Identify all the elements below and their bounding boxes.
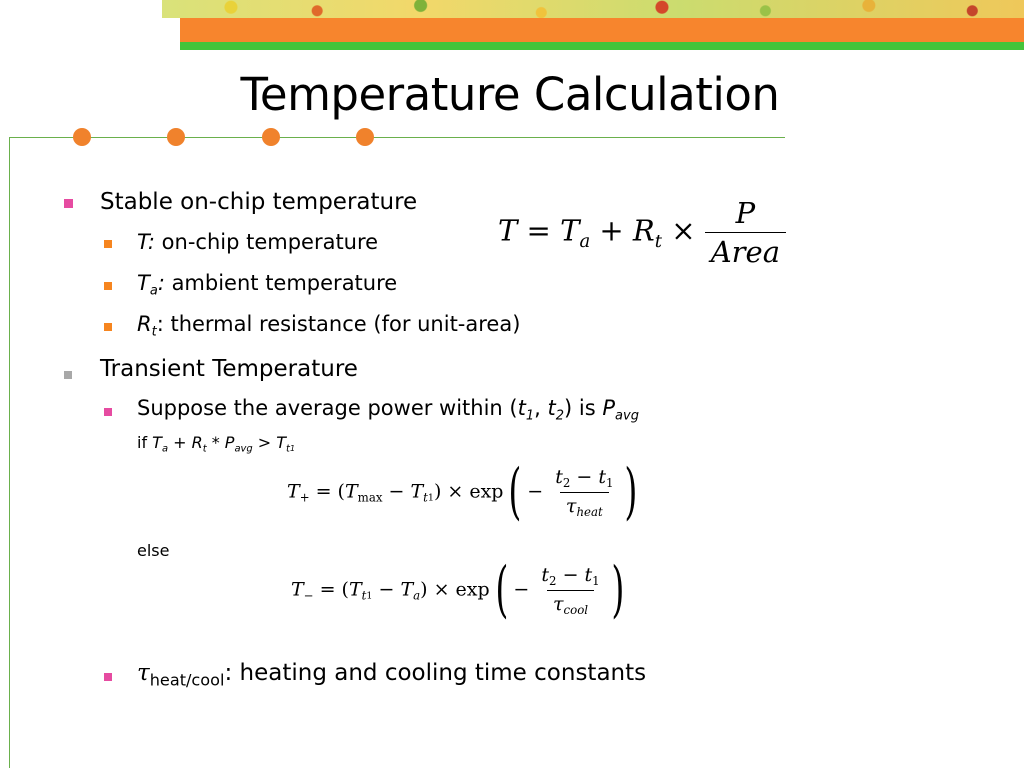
bullet-t-definition: T: on-chip temperature (137, 230, 379, 254)
bullet-marker (104, 408, 112, 416)
bullet-marker (64, 199, 73, 208)
else-text: else (137, 541, 170, 560)
bullet-stable-temperature: Stable on-chip temperature (100, 189, 418, 215)
bullet-marker (64, 371, 72, 379)
fraction: $\frac{P}{\text{Area}}$ (705, 196, 786, 269)
equation-heating: $T_+ = (T_{max} - T_{t1}) \times \exp$( − $\frac{t_2 - t_1}{\tau_{heat}}$ ) (287, 457, 638, 527)
bullet-rt-definition: $R_t$: thermal resistance (for unit-area) (137, 312, 521, 340)
decorative-dot (73, 128, 91, 146)
bullet-marker (104, 673, 112, 681)
bullet-suppose-average-power: Suppose the average power within ($t_1$, $t_2$) is $P_{avg}$ (137, 396, 639, 424)
left-paren: ( (495, 555, 509, 625)
equation-steady-state: $T = T_a + R_t$ × $\frac{P}{\text{Area}}$ (498, 196, 786, 269)
decorative-banner (162, 0, 1024, 18)
left-paren: ( (508, 457, 522, 527)
orange-header-bar (180, 18, 1024, 42)
decorative-dot (262, 128, 280, 146)
bullet-ta-definition: $T_a$: ambient temperature (137, 271, 398, 299)
horizontal-rule (9, 137, 785, 138)
bullet-time-constants: $\tau_{heat/cool}$: heating and cooling time constants (137, 660, 647, 690)
green-header-bar (180, 42, 1024, 50)
right-paren: ) (611, 555, 625, 625)
vertical-rule (9, 137, 10, 768)
condition-text: if $T_a + R_t * P_{avg} > T_{t1}$ (137, 433, 296, 455)
decorative-dot (356, 128, 374, 146)
bullet-marker (104, 240, 112, 248)
right-paren: ) (624, 457, 638, 527)
decorative-dot (167, 128, 185, 146)
fraction: $\frac{t_2 - t_1}{\tau_{heat}}$ (555, 465, 614, 520)
bullet-marker (104, 323, 112, 331)
fraction: $\frac{t_2 - t_1}{\tau_{cool}}$ (541, 563, 600, 618)
bullet-transient-temperature: Transient Temperature (100, 356, 358, 382)
equation-cooling: $T_- = (T_{t1} - T_a) \times \exp$( − $\frac{t_2 - t_1}{\tau_{cool}}$ ) (291, 555, 625, 625)
slide-title: Temperature Calculation (240, 68, 780, 121)
bullet-marker (104, 282, 112, 290)
